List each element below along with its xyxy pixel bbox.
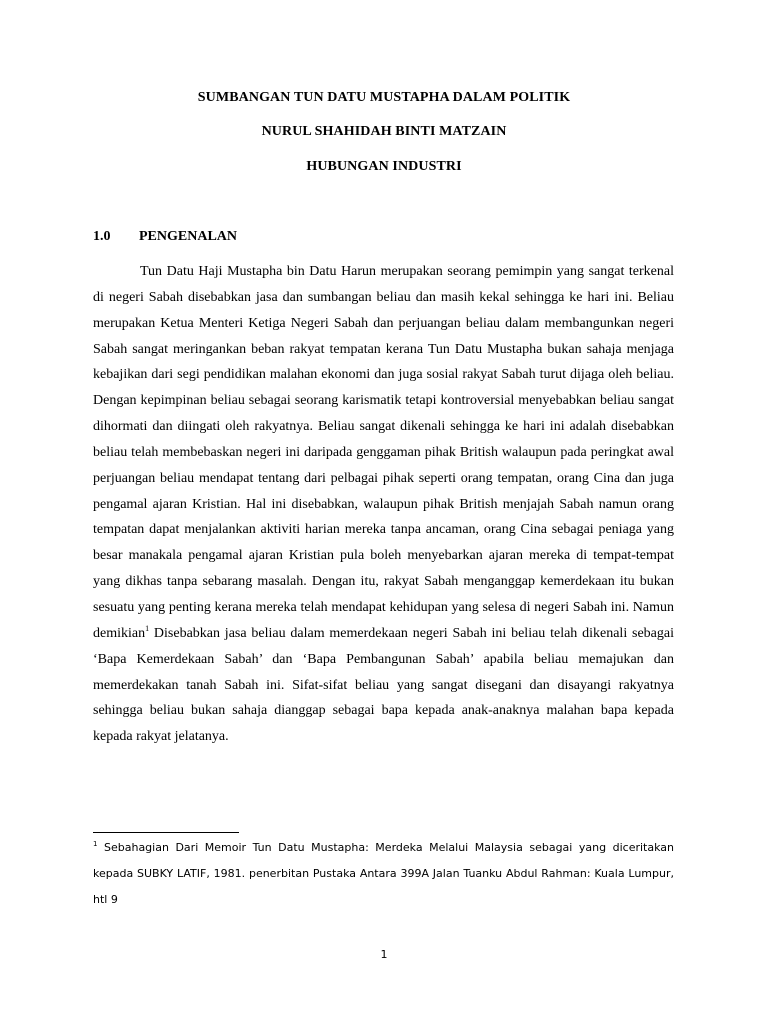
body-text-part-1: Tun Datu Haji Mustapha bin Datu Harun merupakan seorang pemimpin yang sangat terkenal di negeri Sabah disebabkan jasa dan sumbangan beliau dan masih kekal sehingga ke hari ini. Beliau merupakan Ketua Menteri Ketiga Negeri Sabah dan perjuangan beliau dalam membangunkan negeri Sabah sangat meringankan beban rakyat tempatan kerana Tun Datu Mustapha bukan sahaja menjaga kebajikan dari segi pendidikan malahan ekonomi dan juga sosial rakyat Sabah turut dijaga oleh beliau. Dengan kepimpinan beliau sebagai seorang karismatik tetapi kontroversial menyebabkan beliau sangat dihormati dan diingati oleh rakyatnya. Beliau sangat dikenali sehingga ke hari ini adalah disebabkan beliau telah membebaskan negeri ini daripada genggaman pihak British walaupun pada peringkat awal perjuangan beliau mendapat tentang dari pelbagai pihak seperti orang tempatan, orang Cina dan juga pengamal ajaran Kristian. Hal ini disebabkan, walaupun pihak British menjajah Sabah namun orang tempatan dapat menjalankan aktiviti harian mereka tanpa ancaman, orang Cina sebagai peniaga yang besar manakala pengamal ajaran Kristian pula boleh menyebarkan ajaran mereka di tempat-tempat yang dikhas tanpa sebarang masalah. Dengan itu, rakyat Sabah menganggap kemerdekaan itu bukan sesuatu yang penting kerana mereka telah mendapat kehidupan yang selesa di negeri Sabah ini. Namun demikian — [93, 264, 674, 641]
section-heading — [93, 228, 237, 246]
section-title: PENGENALAN — [139, 229, 238, 244]
footnote-text: Sebahagian Dari Memoir Tun Datu Mustapha: Merdeka Melalui Malaysia sebagai yang diceritakan kepada SUBKY LATIF, 1981. penerbitan Pustaka Antara 399A Jalan Tuanku Abdul Rahman: Kuala Lumpur, htl 9 — [93, 841, 674, 906]
section-number: 1.0 — [93, 229, 111, 244]
body-paragraph — [93, 259, 674, 750]
author-name: NURUL SHAHIDAH BINTI MATZAIN — [261, 124, 507, 139]
footnote-marker: 1 — [93, 840, 98, 848]
body-text-part-2: Disebabkan jasa beliau dalam memerdekaan negeri Sabah ini beliau telah dikenali sebagai ‘Bapa Kemerdekaan Sabah’ dan ‘Bapa Pembangunan Sabah’ apabila beliau memajukan dan memerdekakan tanah Sabah ini. Sifat-sifat beliau yang sangat disegani dan disayangi rakyatnya sehingga beliau bukan sahaja dianggap sebagai bapa kepada anak-anaknya malahan bapa kepada kepada rakyat jelatanya. — [93, 625, 674, 745]
document-title: SUMBANGAN TUN DATU MUSTAPHA DALAM POLITIK — [197, 90, 571, 105]
footnote-separator — [93, 832, 239, 833]
footnote-reference[interactable]: 1 — [145, 623, 150, 633]
footnote — [93, 835, 674, 913]
page-number: 1 — [380, 948, 388, 961]
department-name: HUBUNGAN INDUSTRI — [306, 159, 462, 174]
